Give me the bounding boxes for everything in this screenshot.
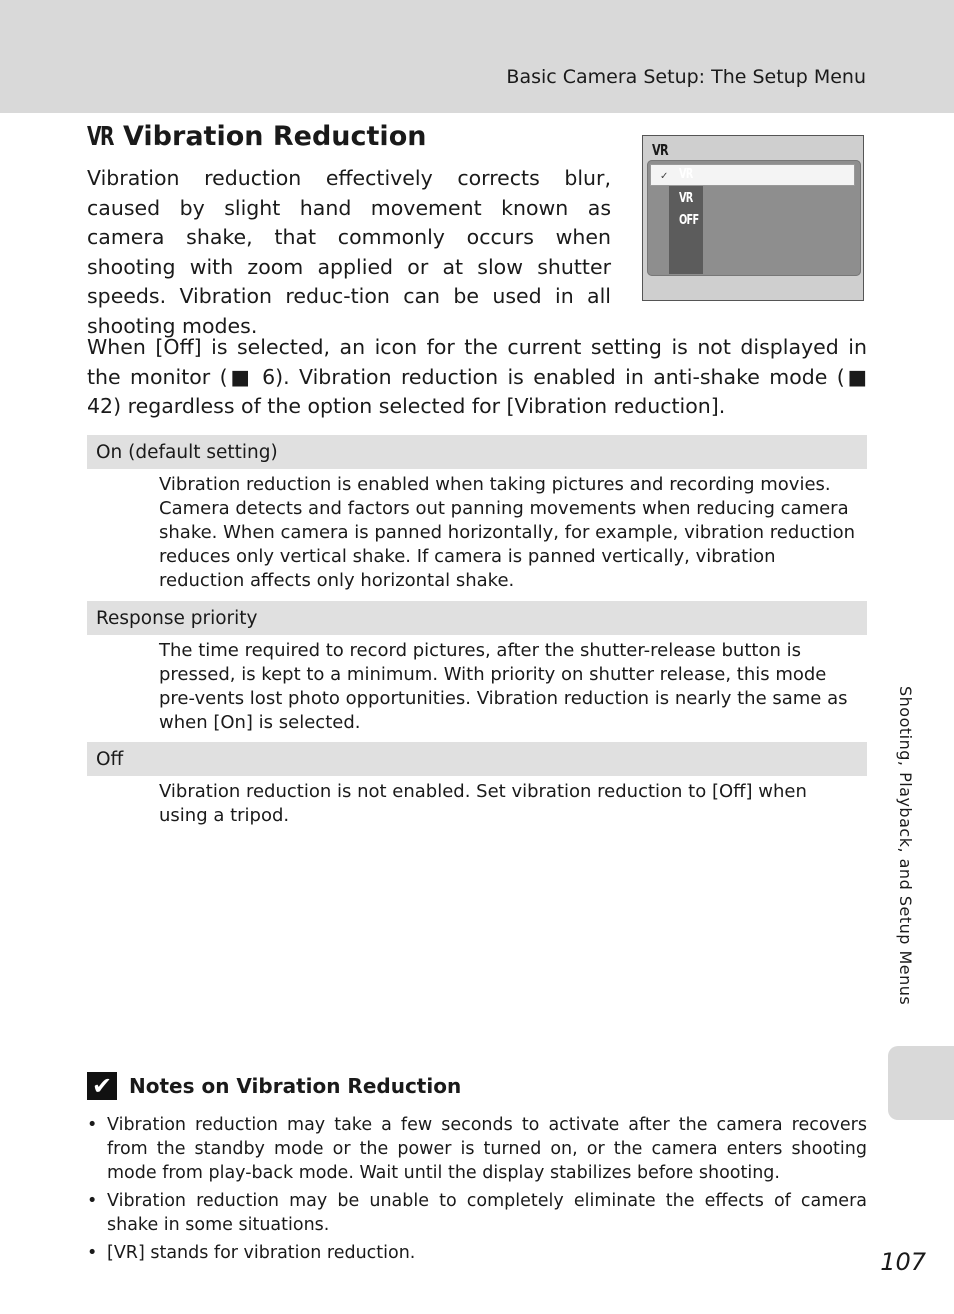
- description-paragraph: When [Off] is selected, an icon for the current setting is not displayed in the monitor (■ 6). Vibration reduction is enabled in anti-shake mode (■ 42) regardless of the option selected for [Vibration reduction].: [87, 335, 867, 418]
- section-title: [87, 121, 426, 152]
- side-tab-text: Shooting, Playback, and Setup Menus: [896, 686, 915, 1006]
- screen-option-vr-priority: VR: [679, 191, 693, 206]
- list-item: • Vibration reduction may take a few seconds to activate after the camera recovers from the standby mode or the power is turned on, or the camera enters shooting mode from play-back mode. Wait until the display stabilizes before shooting.: [87, 1113, 867, 1185]
- section-title-text: Vibration Reduction: [123, 121, 427, 152]
- page-number: 107: [880, 1248, 926, 1276]
- header-title: Basic Camera Setup: The Setup Menu: [506, 66, 866, 88]
- option-body-response-priority: The time required to record pictures, after the shutter-release button is pressed, is kept to a minimum. With priority on shutter release, this mode pre-vents lost photo opportunities. Vibration reduction is nearly the same as when [On] is selected.: [159, 640, 848, 733]
- notes-heading: [87, 1072, 461, 1100]
- selected-check-icon: ✓: [660, 171, 669, 182]
- screen-option-off: OFF: [679, 213, 699, 228]
- header-band: [0, 0, 954, 113]
- list-item: • [VR] stands for vibration reduction.: [87, 1241, 867, 1265]
- option-body-off: Vibration reduction is not enabled. Set vibration reduction to [Off] when using a tripod.: [159, 781, 807, 826]
- camera-menu-screenshot: [642, 135, 864, 301]
- screen-menu-label: VR: [652, 141, 668, 159]
- option-body-on: Vibration reduction is enabled when taking pictures and recording movies. Camera detects and factors out panning movements when reducing camera shake. When camera is panned horizontally, for example, vibration reduction reduces only vertical shake. If camera is panned vertically, vibration reduction affects only horizontal shake.: [159, 474, 856, 591]
- option-heading-response-priority: Response priority: [87, 601, 867, 635]
- checkmark-icon: ✔: [87, 1072, 117, 1100]
- option-heading-off: Off: [87, 742, 867, 776]
- vr-icon: VR: [87, 121, 114, 152]
- notes-title: Notes on Vibration Reduction: [129, 1074, 462, 1098]
- screen-menu-panel: [647, 160, 861, 276]
- list-item: • Vibration reduction may be unable to completely eliminate the effects of camera shake in some situations.: [87, 1189, 867, 1237]
- intro-paragraph: Vibration reduction effectively corrects blur, caused by slight hand movement known as camera shake, that commonly occurs when shooting with zoom applied or at slow shutter speeds. Vibration reduc-tion can be used in all shooting modes.: [87, 166, 611, 338]
- screen-option-vr: VR: [679, 167, 693, 182]
- side-tab: [888, 1046, 954, 1120]
- option-heading-on: On (default setting): [87, 435, 867, 469]
- notes-list: [87, 1113, 867, 1269]
